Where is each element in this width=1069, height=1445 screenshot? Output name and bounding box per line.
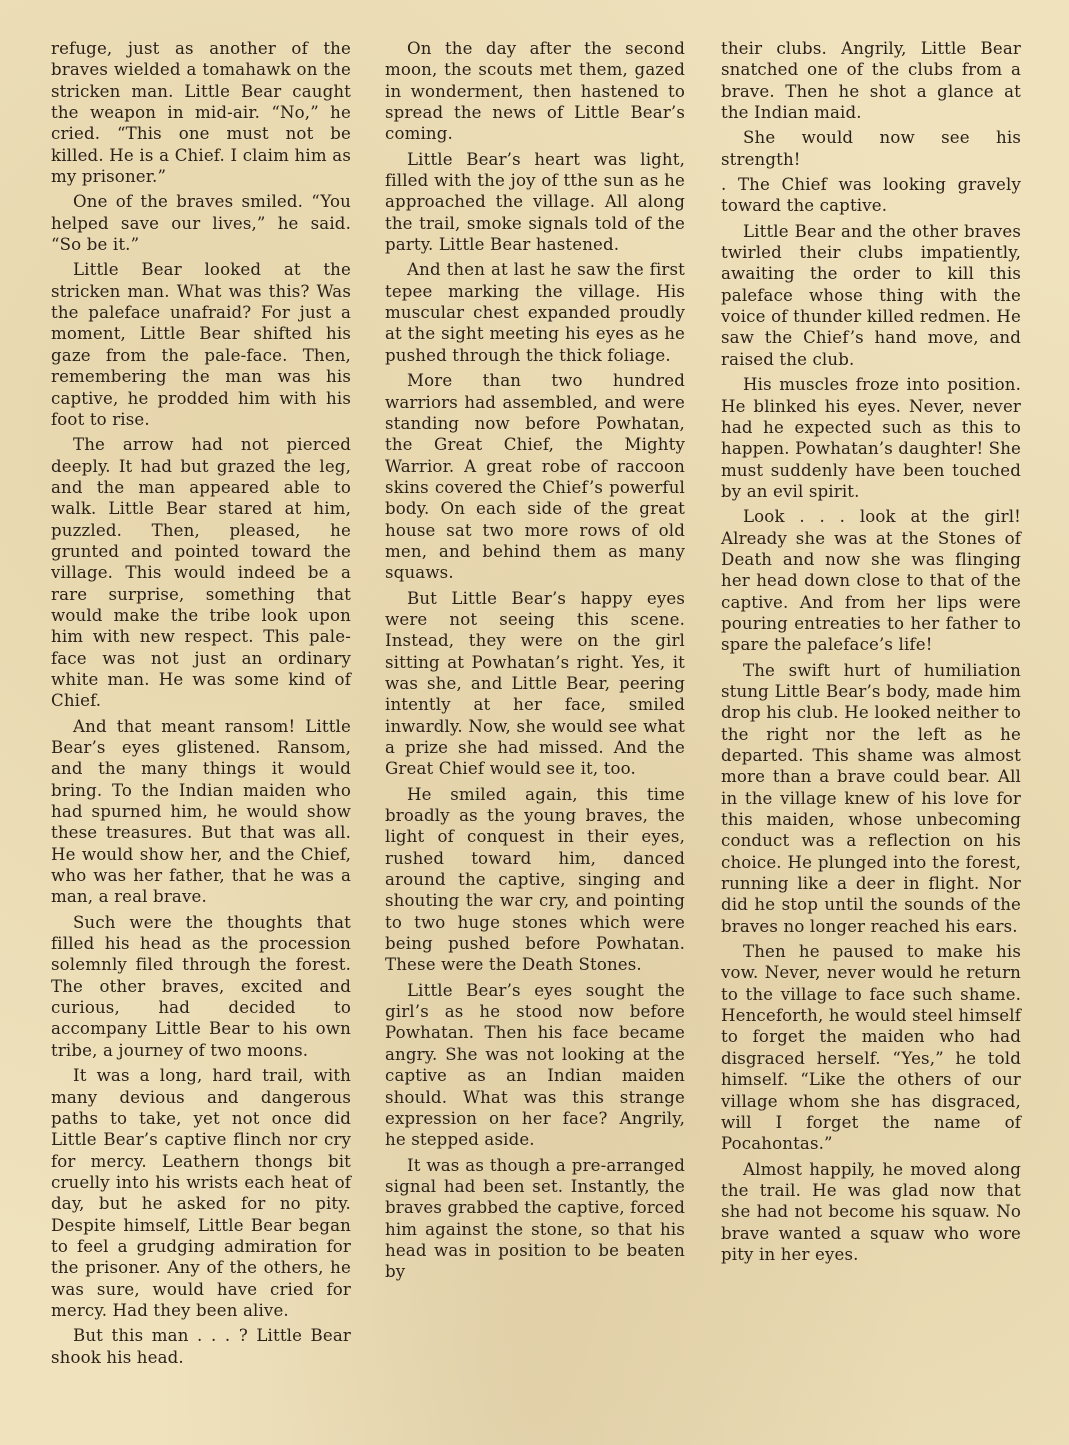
paragraph: But this man . . . ? Little Bear shook his head. [51,1326,351,1367]
paragraph: It was as though a pre-arranged signal had been set. Instantly, the braves grabbed the captive, forced him against the stone, so that his head was in position to be beaten by [385,1155,685,1282]
paragraph: refuge, just as another of the braves wielded a tomahawk on the stricken man. Little Bear caught the weapon in mid-air. “No,” he cried. “This one must not be killed. He is a Chief. I claim him as my prisoner.” [51,39,351,187]
paragraph: On the day after the second moon, the scouts met them, gazed in wonderment, then hastened to spread the news of Little Bear’s coming. [385,39,685,144]
paragraph: And that meant ransom! Little Bear’s eyes glistened. Ransom, and the many things it would bring. To the Indian maiden who had spurned him, he would show these treasures. But that was all. He would show her, and the Chief, who was her father, that he was a man, a real brave. [51,716,351,907]
text-column-left [51,38,351,1372]
paragraph: But Little Bear’s happy eyes were not seeing this scene. Instead, they were on the girl sitting at Powhatan’s right. Yes, it was she, and Little Bear, peering intently at her face, smiled inwardly. Now, she would see what a prize she had missed. And the Great Chief would see it, too. [385,588,685,779]
paragraph: Little Bear looked at the stricken man. What was this? Was the paleface unafraid? For just a moment, Little Bear shifted his gaze from the pale-face. Then, remembering the man was his captive, he prodded him with his foot to rise. [51,260,351,429]
text-column-right [721,38,1021,1269]
paragraph: The swift hurt of humiliation stung Little Bear’s body, made him drop his club. He looked neither to the right nor the left as he departed. This shame was almost more than a brave could bear. All in the village knew of his love for this maiden, whose unbecoming conduct was a reflection on his choice. He plunged into the forest, running like a deer in flight. Nor did he stop until the sounds of the braves no longer reached his ears. [721,660,1021,936]
text-column-middle [385,38,685,1287]
paragraph: It was a long, hard trail, with many devious and dangerous paths to take, yet not once did Little Bear’s captive flinch nor cry for mercy. Leathern thongs bit cruelly into his wrists each heat of day, but he asked for no pity. Despite himself, Little Bear began to feel a grudging admiration for the prisoner. Any of the others, he was sure, would have cried for mercy. Had they been alive. [51,1066,351,1320]
paragraph: their clubs. Angrily, Little Bear snatched one of the clubs from a brave. Then he shot a glance at the Indian maid. [721,39,1021,123]
paragraph: Little Bear’s heart was light, filled with the joy of tthe sun as he approached the village. All along the trail, smoke signals told of the party. Little Bear hastened. [385,149,685,255]
paragraph: And then at last he saw the first tepee marking the village. His muscular chest expanded proudly at the sight meeting his eyes as he pushed through the thick foliage. [385,260,685,365]
paragraph: Then he paused to make his vow. Never, never would he return to the village to face such shame. Henceforth, he would steel himself to forget the maiden who had disgraced herself. “Yes,” he told himself. “Like the others of our village whom she has disgraced, will I forget the name of Pocahontas.” [721,942,1021,1154]
paragraph: She would now see his strength! [721,128,1021,169]
paragraph: Little Bear’s eyes sought the girl’s as he stood now before Powhatan. Then his face became angry. She was not looking at the captive as an Indian maiden should. What was this strange expression on her face? Angrily, he stepped aside. [385,980,685,1150]
paragraph: He smiled again, this time broadly as the young braves, the light of conquest in their eyes, rushed toward him, danced around the captive, singing and shouting the war cry, and pointing to two huge stones which were being pushed before Powhatan. These were the Death Stones. [385,784,685,975]
paragraph: Little Bear and the other braves twirled their clubs impatiently, awaiting the order to kill this paleface whose thing with the voice of thunder killed redmen. He saw the Chief’s hand move, and raised the club. [721,221,1021,369]
paragraph: More than two hundred warriors had assembled, and were standing now before Powhatan, the Great Chief, the Mighty Warrior. A great robe of raccoon skins covered the Chief’s powerful body. On each side of the great house sat two more rows of old men, and behind them as many squaws. [385,371,685,583]
paragraph: The arrow had not pierced deeply. It had but grazed the leg, and the man appeared able to walk. Little Bear stared at him, puzzled. Then, pleased, he grunted and pointed toward the village. This would indeed be a rare surprise, something that would make the tribe look upon him with new respect. This pale-face was not just an ordinary white man. He was some kind of Chief. [51,435,351,711]
paragraph: Such were the thoughts that filled his head as the procession solemnly filed through the forest. The other braves, excited and curious, had decided to accompany Little Bear to his own tribe, a journey of two moons. [51,912,351,1060]
paragraph: Look . . . look at the girl! Already she was at the Stones of Death and now she was flinging her head down close to that of the captive. And from her lips were pouring entreaties to her father to spare the paleface’s life! [721,507,1021,655]
paragraph: One of the braves smiled. “You helped save our lives,” he said. “So be it.” [51,192,351,255]
paragraph: Almost happily, he moved along the trail. He was glad now that she had not become his squaw. No brave wanted a squaw who wore pity in her eyes. [721,1159,1021,1264]
paragraph: . The Chief was looking gravely toward the captive. [721,175,1021,216]
paragraph: His muscles froze into position. He blinked his eyes. Never, never had he expected such as this to happen. Powhatan’s daughter! She must suddenly have been touched by an evil spirit. [721,375,1022,501]
